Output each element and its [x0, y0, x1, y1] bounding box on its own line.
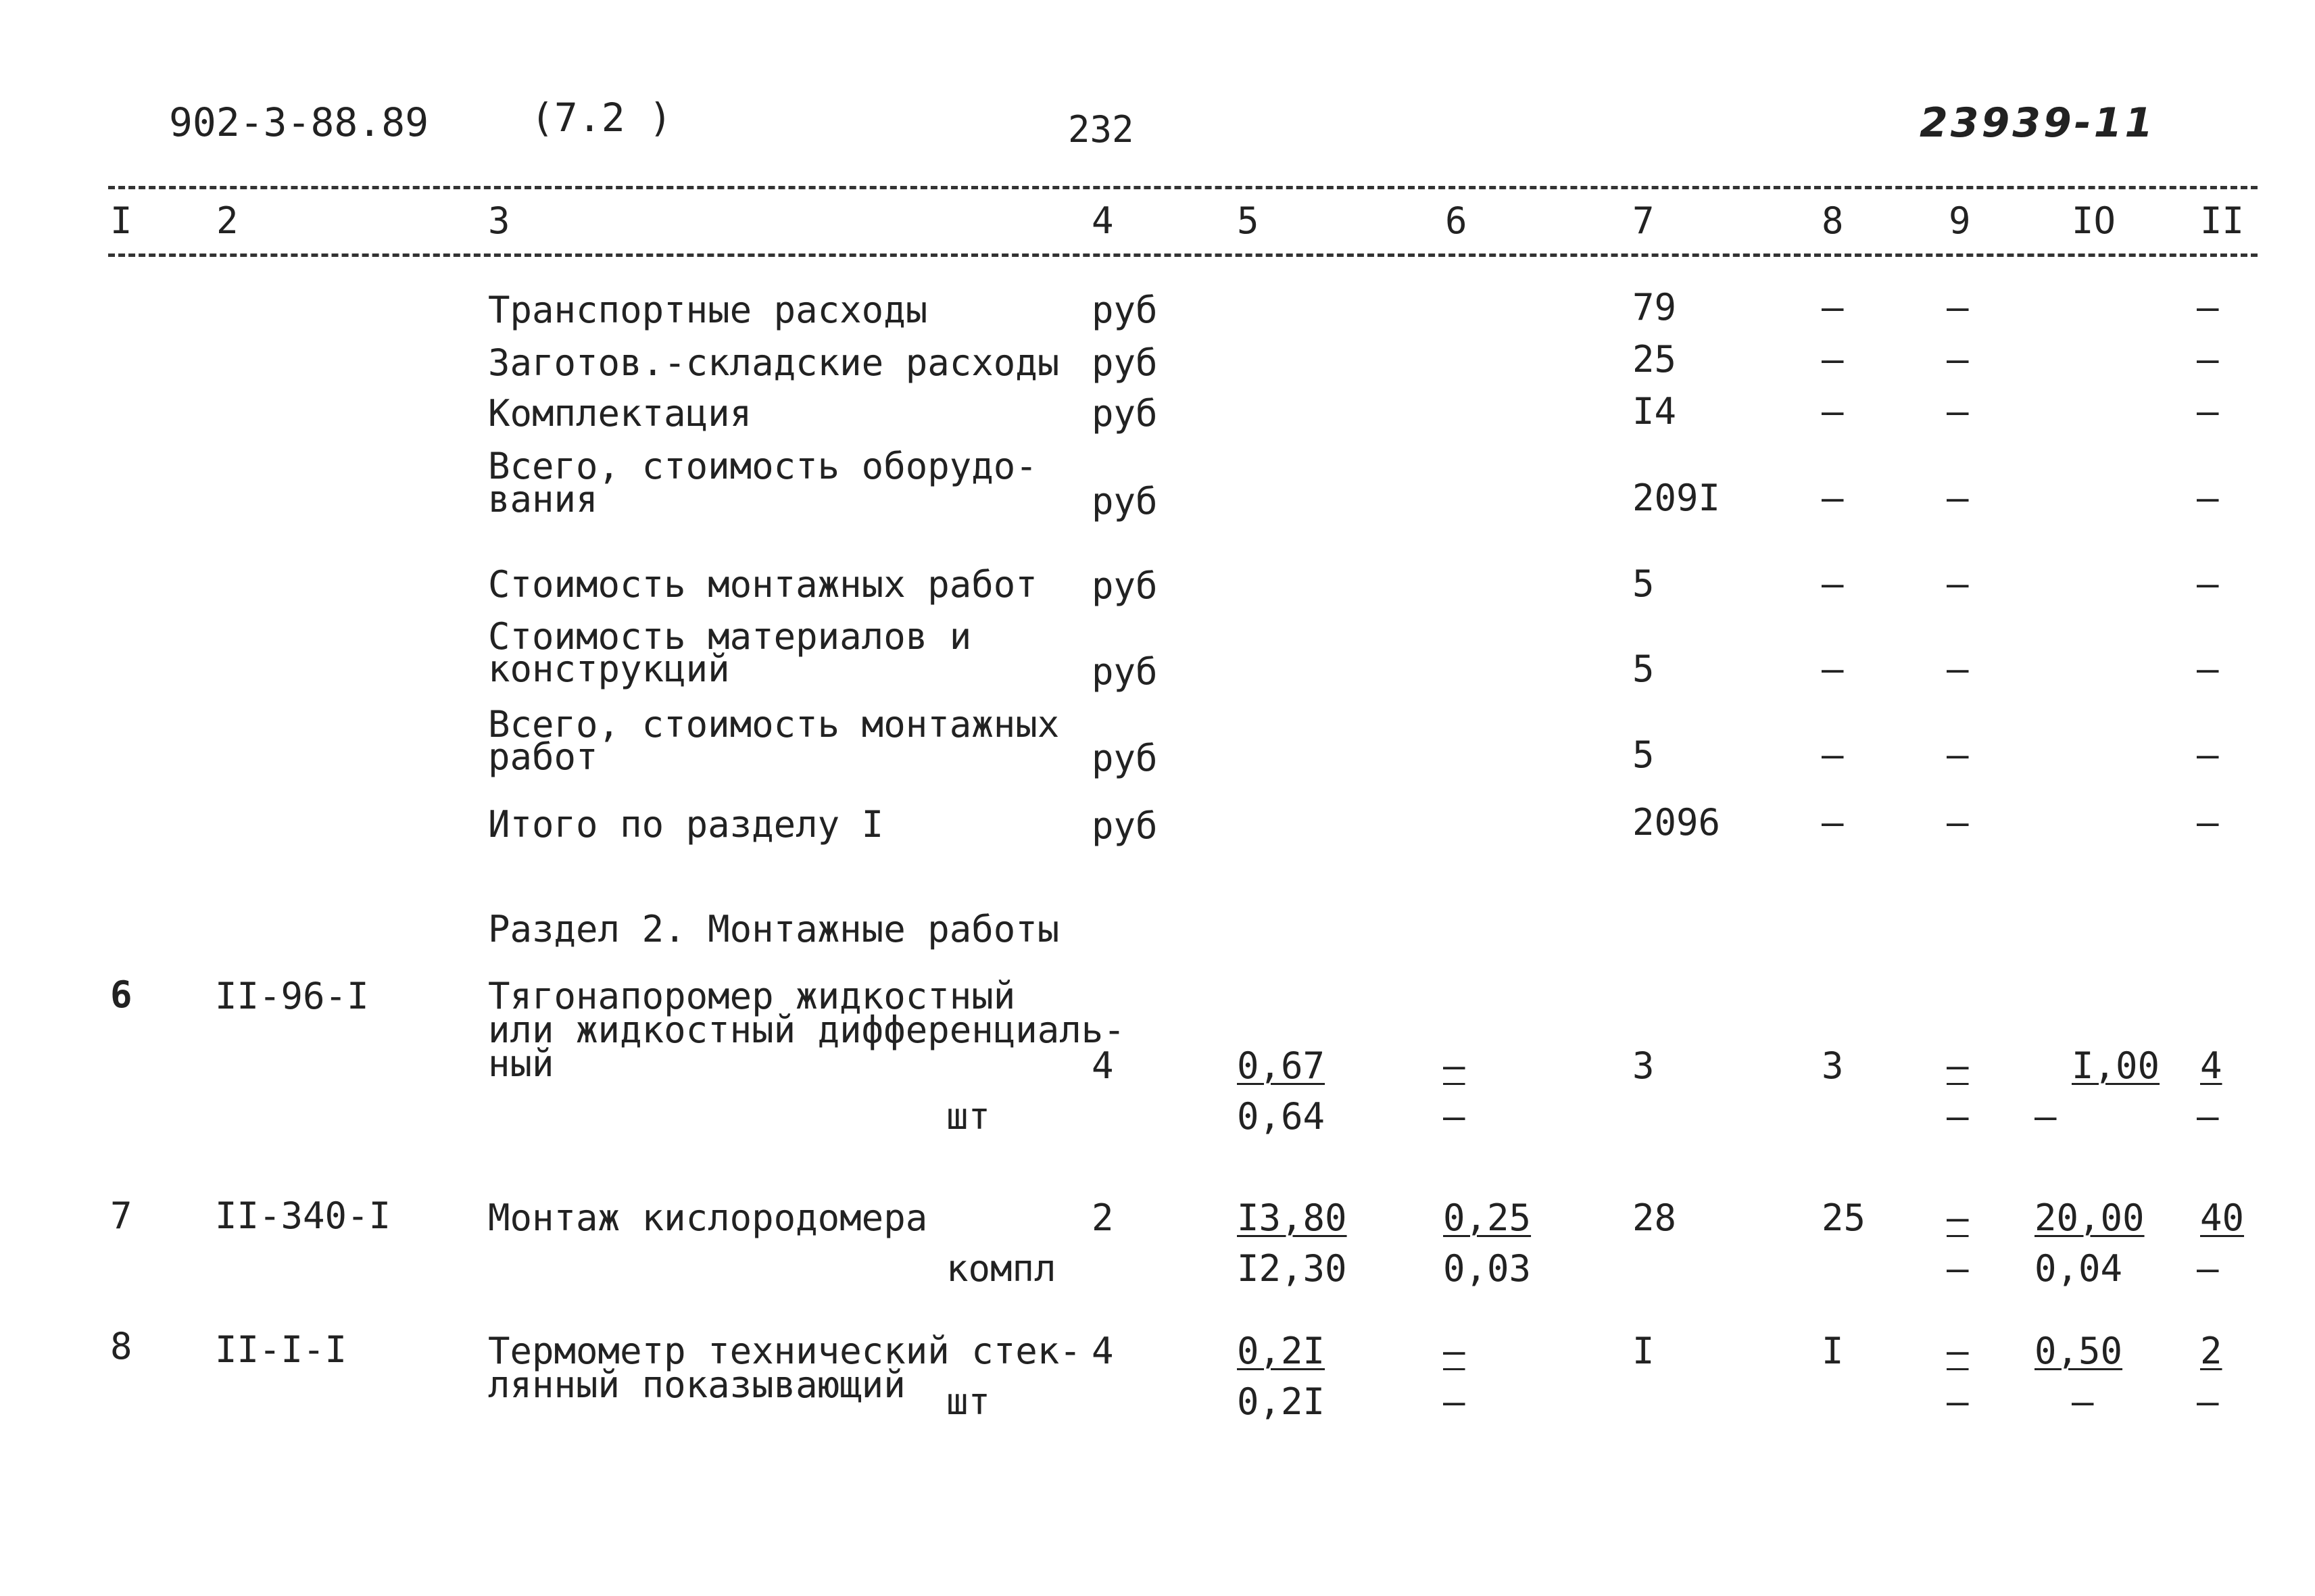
section-total-unit: руб — [1092, 804, 1158, 847]
cost-line-col8: – — [1822, 338, 1844, 381]
cost-line-amount: 5 — [1632, 648, 1655, 690]
item-col8: 25 — [1822, 1196, 1866, 1239]
cost-line-name: Транспортные расходы — [488, 289, 928, 331]
cost-line-name-continued: вания — [488, 478, 598, 521]
item-col5-top: I3,80 — [1237, 1196, 1347, 1239]
item-unit: шт — [946, 1095, 991, 1138]
cost-line-col11: – — [2197, 562, 2219, 605]
item-col10-top: 20,00 — [2034, 1196, 2145, 1239]
cost-line-col8: – — [1822, 286, 1844, 329]
section-title: Раздел 2. Монтажные работы — [488, 908, 1060, 950]
item-col9-bottom: – — [1947, 1095, 1969, 1138]
item-name-continued: ный — [488, 1042, 554, 1085]
item-col11-bottom: – — [2197, 1247, 2219, 1290]
cost-line-col11: – — [2197, 733, 2219, 776]
item-code: II-96-I — [215, 975, 369, 1017]
item-col9-top: – — [1947, 1330, 1969, 1372]
section-total-col8: – — [1822, 801, 1844, 844]
cost-line-amount: 25 — [1632, 338, 1677, 381]
section-total-col11: – — [2197, 801, 2219, 844]
cost-line-unit: руб — [1092, 392, 1158, 435]
cost-line-amount: 5 — [1632, 562, 1655, 605]
item-quantity: 2 — [1092, 1196, 1114, 1239]
cost-line-col11: – — [2197, 648, 2219, 690]
cost-line-col8: – — [1822, 733, 1844, 776]
column-header-1: I — [110, 199, 132, 242]
item-col9-bottom: – — [1947, 1247, 1969, 1290]
cost-line-name-continued: работ — [488, 735, 598, 778]
item-col9-top: – — [1947, 1044, 1969, 1087]
cost-line-col9: – — [1947, 648, 1969, 690]
item-name-continued: лянный показывающий — [488, 1363, 906, 1406]
cost-line-amount: 5 — [1632, 733, 1655, 776]
cost-line-unit: руб — [1092, 564, 1158, 607]
item-number: 8 — [110, 1325, 132, 1368]
item-unit: шт — [946, 1380, 991, 1423]
cost-line-col9: – — [1947, 286, 1969, 329]
item-col10-bottom: – — [2072, 1380, 2094, 1423]
item-col8: 3 — [1822, 1044, 1844, 1087]
cost-line-name: Всего, стоимость монтажных — [488, 703, 1060, 746]
cost-line-amount: 209I — [1632, 477, 1721, 519]
item-unit: компл — [946, 1247, 1056, 1290]
item-col9-top: – — [1947, 1196, 1969, 1239]
item-col10-bottom: – — [2034, 1095, 2057, 1138]
item-number: 6 — [110, 973, 132, 1016]
cost-line-unit: руб — [1092, 341, 1158, 384]
document-part: (7.2 ) — [531, 95, 673, 141]
section-total-amount: 2096 — [1632, 801, 1721, 844]
column-header-2: 2 — [216, 199, 239, 242]
column-header-3: 3 — [488, 199, 510, 242]
item-col5-bottom: 0,64 — [1237, 1095, 1325, 1138]
column-header-6: 6 — [1445, 199, 1467, 242]
item-col11-bottom: – — [2197, 1095, 2219, 1138]
cost-line-col9: – — [1947, 477, 1969, 519]
item-name: Тягонапоромер жидкостный — [488, 975, 1016, 1017]
item-number: 7 — [110, 1194, 132, 1237]
item-col5-top: 0,2I — [1237, 1330, 1325, 1372]
item-col6-top: – — [1443, 1044, 1465, 1087]
item-col6-bottom: 0,03 — [1443, 1247, 1532, 1290]
item-col5-bottom: I2,30 — [1237, 1247, 1347, 1290]
cost-line-unit: руб — [1092, 650, 1158, 693]
document-code: 902-3-88.89 — [169, 99, 429, 145]
cost-line-col8: – — [1822, 562, 1844, 605]
cost-line-col9: – — [1947, 338, 1969, 381]
item-quantity: 4 — [1092, 1330, 1114, 1372]
cost-line-col8: – — [1822, 648, 1844, 690]
cost-line-name: Заготов.-складские расходы — [488, 341, 1060, 384]
cost-line-amount: 79 — [1632, 286, 1677, 329]
item-col5-top: 0,67 — [1237, 1044, 1325, 1087]
header-bottom-rule — [108, 253, 2258, 257]
section-total-col9: – — [1947, 801, 1969, 844]
cost-line-unit: руб — [1092, 480, 1158, 523]
column-header-10: IO — [2072, 199, 2116, 242]
column-header-5: 5 — [1237, 199, 1259, 242]
cost-line-name: Всего, стоимость оборудо- — [488, 445, 1038, 487]
item-col11-top: 2 — [2200, 1330, 2222, 1372]
item-col11-top: 40 — [2200, 1196, 2245, 1239]
item-name-continued: или жидкостный дифференциаль- — [488, 1009, 1125, 1051]
item-col8: I — [1822, 1330, 1844, 1372]
item-col9-bottom: – — [1947, 1380, 1969, 1423]
cost-line-col9: – — [1947, 390, 1969, 433]
column-header-4: 4 — [1092, 199, 1114, 242]
cost-line-col9: – — [1947, 733, 1969, 776]
cost-line-col9: – — [1947, 562, 1969, 605]
section-total-name: Итого по разделу I — [488, 803, 884, 846]
item-col6-bottom: – — [1443, 1380, 1465, 1423]
item-col10-top: I,00 — [2072, 1044, 2160, 1087]
cost-line-unit: руб — [1092, 289, 1158, 331]
column-header-8: 8 — [1822, 199, 1844, 242]
cost-line-name: Комплектация — [488, 392, 752, 435]
item-quantity: 4 — [1092, 1044, 1114, 1087]
cost-line-unit: руб — [1092, 737, 1158, 779]
item-col6-bottom: – — [1443, 1095, 1465, 1138]
item-name: Термометр технический стек- — [488, 1330, 1081, 1372]
archive-number: 23939-11 — [1920, 99, 2156, 147]
page-number: 232 — [1068, 108, 1134, 151]
item-name: Монтаж кислородомера — [488, 1196, 928, 1239]
item-col10-bottom: 0,04 — [2034, 1247, 2123, 1290]
item-col11-top: 4 — [2200, 1044, 2222, 1087]
item-col6-top: – — [1443, 1330, 1465, 1372]
cost-line-col11: – — [2197, 477, 2219, 519]
item-col7: 28 — [1632, 1196, 1677, 1239]
item-code: II-340-I — [215, 1194, 391, 1237]
item-col10-top: 0,50 — [2034, 1330, 2123, 1372]
cost-line-amount: I4 — [1632, 390, 1677, 433]
column-header-11: II — [2200, 199, 2245, 242]
item-col7: I — [1632, 1330, 1655, 1372]
item-col5-bottom: 0,2I — [1237, 1380, 1325, 1423]
cost-line-col8: – — [1822, 477, 1844, 519]
cost-line-col11: – — [2197, 390, 2219, 433]
item-col6-top: 0,25 — [1443, 1196, 1532, 1239]
cost-line-col11: – — [2197, 338, 2219, 381]
column-header-9: 9 — [1949, 199, 1971, 242]
header-top-rule — [108, 186, 2258, 189]
cost-line-col11: – — [2197, 286, 2219, 329]
cost-line-name: Стоимость монтажных работ — [488, 563, 1038, 606]
cost-line-name: Стоимость материалов и — [488, 615, 972, 658]
cost-line-name-continued: конструкций — [488, 648, 730, 690]
item-code: II-I-I — [215, 1328, 347, 1371]
cost-line-col8: – — [1822, 390, 1844, 433]
column-header-7: 7 — [1632, 199, 1655, 242]
item-col11-bottom: – — [2197, 1380, 2219, 1423]
item-col7: 3 — [1632, 1044, 1655, 1087]
